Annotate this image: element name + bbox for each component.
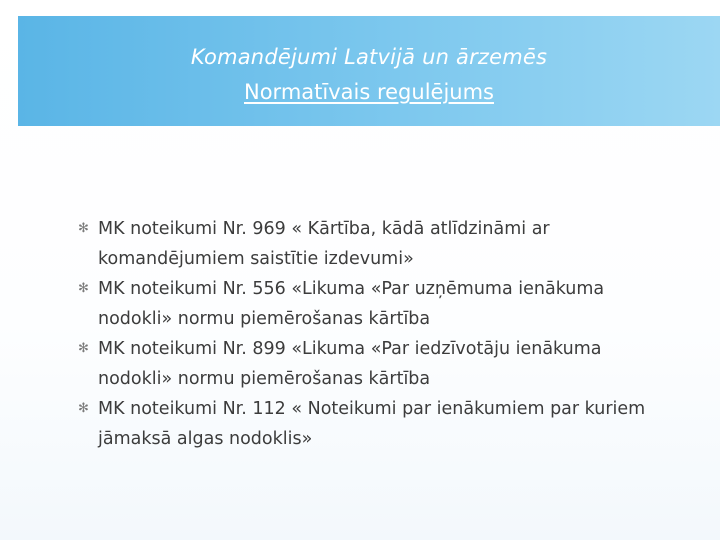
asterisk-bullet-icon: ✻ (78, 341, 89, 356)
bullet-item-1 (78, 214, 678, 274)
slide-subtitle: Normatīvais regulējums (244, 80, 494, 104)
slide-title: Komandējumi Latvijā un ārzemēs (190, 45, 548, 69)
asterisk-bullet-icon: ✻ (78, 401, 89, 416)
bullet-text: MK noteikumi Nr. 112 « Noteikumi par ienākumiem par kuriem jāmaksā algas nodoklis» (98, 399, 646, 449)
bullet-item-3 (78, 334, 678, 394)
bullet-text: MK noteikumi Nr. 899 «Likuma «Par iedzīvotāju ienākuma nodokli» normu piemērošanas kārtība (98, 339, 602, 389)
bullet-item-2 (78, 274, 678, 334)
bullet-item-4 (78, 394, 678, 454)
bullet-list (78, 214, 678, 454)
asterisk-bullet-icon: ✻ (78, 221, 89, 236)
title-band (18, 16, 720, 126)
bullet-text: MK noteikumi Nr. 969 « Kārtība, kādā atlīdzināmi ar komandējumiem saistītie izdevumi» (98, 219, 550, 269)
asterisk-bullet-icon: ✻ (78, 281, 89, 296)
bullet-text: MK noteikumi Nr. 556 «Likuma «Par uzņēmuma ienākuma nodokli» normu piemērošanas kārtība (98, 279, 605, 329)
